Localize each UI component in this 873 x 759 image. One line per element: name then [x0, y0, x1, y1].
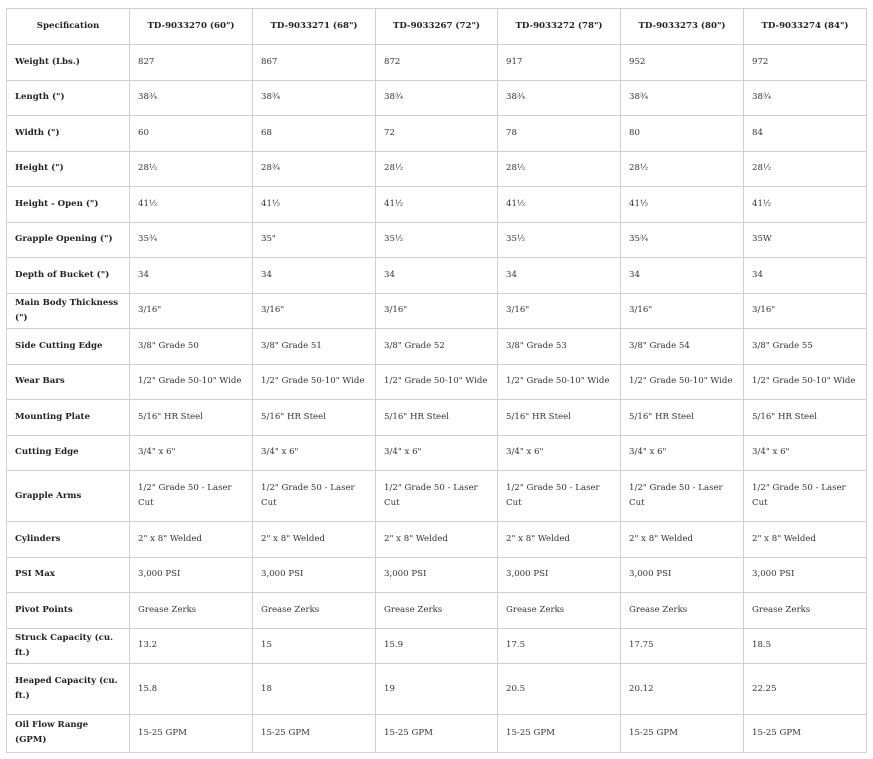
table-cell: 35½ [376, 222, 498, 258]
table-cell: 28¾ [253, 151, 376, 187]
table-cell: 3/4" x 6" [744, 435, 867, 471]
table-cell: 1/2" Grade 50-10" Wide [376, 364, 498, 400]
table-cell: 3,000 PSI [498, 557, 621, 593]
table-cell: 827 [130, 45, 253, 81]
table-row [7, 80, 867, 116]
table-cell: 3/4" x 6" [498, 435, 621, 471]
row-label: Weight (Lbs.) [7, 45, 130, 81]
column-header-model: TD-9033267 (72") [376, 9, 498, 45]
table-row [7, 222, 867, 258]
row-label: Grapple Arms [7, 471, 130, 522]
table-cell: 35¾ [130, 222, 253, 258]
table-cell: 5/16" HR Steel [130, 400, 253, 436]
table-cell: 34 [744, 258, 867, 294]
table-cell: 972 [744, 45, 867, 81]
table-cell: 1/2" Grade 50-10" Wide [744, 364, 867, 400]
table-cell: 72 [376, 116, 498, 152]
table-cell: 5/16" HR Steel [621, 400, 744, 436]
table-cell: 18.5 [744, 628, 867, 664]
table-cell: 35W [744, 222, 867, 258]
table-cell: 38¾ [253, 80, 376, 116]
table-cell: 80 [621, 116, 744, 152]
table-cell: 3/16" [498, 293, 621, 329]
table-cell: 3/4" x 6" [130, 435, 253, 471]
table-row [7, 471, 867, 522]
table-cell: 952 [621, 45, 744, 81]
table-cell: 2" x 8" Welded [376, 522, 498, 558]
table-cell: 1/2" Grade 50-10" Wide [498, 364, 621, 400]
table-cell: 1/2" Grade 50 - Laser Cut [130, 471, 253, 522]
table-cell: 3/8" Grade 53 [498, 329, 621, 365]
table-cell: 15-25 GPM [376, 715, 498, 753]
column-header-model: TD-9033270 (60") [130, 9, 253, 45]
table-cell: 68 [253, 116, 376, 152]
table-cell: 872 [376, 45, 498, 81]
table-cell: Grease Zerks [498, 593, 621, 629]
table-cell: 15-25 GPM [744, 715, 867, 753]
table-cell: 41½ [376, 187, 498, 223]
table-cell: 5/16" HR Steel [498, 400, 621, 436]
table-cell: 19 [376, 664, 498, 715]
row-label: Wear Bars [7, 364, 130, 400]
table-row [7, 151, 867, 187]
row-label: Cutting Edge [7, 435, 130, 471]
table-cell: 917 [498, 45, 621, 81]
table-cell: 1/2" Grade 50 - Laser Cut [253, 471, 376, 522]
table-cell: 1/2" Grade 50-10" Wide [130, 364, 253, 400]
row-label: Height - Open (") [7, 187, 130, 223]
table-cell: 20.12 [621, 664, 744, 715]
table-cell: 1/2" Grade 50-10" Wide [621, 364, 744, 400]
table-cell: 28½ [130, 151, 253, 187]
table-cell: 34 [253, 258, 376, 294]
column-header-model: TD-9033271 (68") [253, 9, 376, 45]
table-cell: 3/16" [130, 293, 253, 329]
table-cell: 3,000 PSI [744, 557, 867, 593]
table-cell: 1/2" Grade 50 - Laser Cut [744, 471, 867, 522]
table-cell: 41½ [253, 187, 376, 223]
table-cell: 38¾ [498, 80, 621, 116]
table-cell: 867 [253, 45, 376, 81]
table-header-row [7, 9, 867, 45]
table-cell: 60 [130, 116, 253, 152]
table-cell: 28½ [744, 151, 867, 187]
row-label: Length (") [7, 80, 130, 116]
table-cell: 20.5 [498, 664, 621, 715]
table-cell: 28½ [621, 151, 744, 187]
table-row [7, 258, 867, 294]
table-cell: 3/16" [621, 293, 744, 329]
table-cell: 2" x 8" Welded [130, 522, 253, 558]
table-cell: Grease Zerks [376, 593, 498, 629]
row-label: Grapple Opening (") [7, 222, 130, 258]
table-cell: 17.75 [621, 628, 744, 664]
table-cell: 28½ [376, 151, 498, 187]
table-cell: 3,000 PSI [621, 557, 744, 593]
table-cell: 5/16" HR Steel [744, 400, 867, 436]
table-cell: 5/16" HR Steel [253, 400, 376, 436]
table-cell: 3/4" x 6" [253, 435, 376, 471]
table-cell: 1/2" Grade 50 - Laser Cut [498, 471, 621, 522]
row-label: Depth of Bucket (") [7, 258, 130, 294]
table-row [7, 435, 867, 471]
table-cell: 78 [498, 116, 621, 152]
table-cell: 34 [376, 258, 498, 294]
table-cell: 3,000 PSI [253, 557, 376, 593]
table-cell: 38¾ [376, 80, 498, 116]
row-label: Mounting Plate [7, 400, 130, 436]
row-label: Side Cutting Edge [7, 329, 130, 365]
table-cell: 1/2" Grade 50 - Laser Cut [621, 471, 744, 522]
table-row [7, 715, 867, 753]
row-label: Oil Flow Range (GPM) [7, 715, 130, 753]
table-row [7, 593, 867, 629]
table-cell: 18 [253, 664, 376, 715]
table-cell: 28½ [498, 151, 621, 187]
table-row [7, 187, 867, 223]
row-label: Width (") [7, 116, 130, 152]
table-cell: 41½ [621, 187, 744, 223]
table-cell: 2" x 8" Welded [498, 522, 621, 558]
table-cell: 2" x 8" Welded [621, 522, 744, 558]
table-cell: 3/16" [744, 293, 867, 329]
table-cell: 38¾ [130, 80, 253, 116]
table-cell: 34 [130, 258, 253, 294]
table-cell: 15 [253, 628, 376, 664]
table-cell: 5/16" HR Steel [376, 400, 498, 436]
table-cell: Grease Zerks [621, 593, 744, 629]
table-cell: 13.2 [130, 628, 253, 664]
table-cell: 38¾ [621, 80, 744, 116]
table-cell: 2" x 8" Welded [253, 522, 376, 558]
row-label: Main Body Thickness (") [7, 293, 130, 329]
table-cell: 3/8" Grade 51 [253, 329, 376, 365]
table-cell: 1/2" Grade 50 - Laser Cut [376, 471, 498, 522]
table-cell: 35½ [498, 222, 621, 258]
table-cell: 17.5 [498, 628, 621, 664]
table-row [7, 364, 867, 400]
table-cell: 15.8 [130, 664, 253, 715]
table-cell: 3/16" [376, 293, 498, 329]
table-cell: 35" [253, 222, 376, 258]
table-cell: 3/4" x 6" [621, 435, 744, 471]
table-row [7, 45, 867, 81]
table-cell: 15.9 [376, 628, 498, 664]
specification-table [6, 8, 867, 753]
row-label: Pivot Points [7, 593, 130, 629]
spec-table-container [6, 8, 867, 753]
table-cell: 41½ [498, 187, 621, 223]
table-cell: 3/8" Grade 54 [621, 329, 744, 365]
table-row [7, 628, 867, 664]
table-cell: 3,000 PSI [376, 557, 498, 593]
table-cell: 34 [621, 258, 744, 294]
column-header-model: TD-9033274 (84") [744, 9, 867, 45]
table-row [7, 522, 867, 558]
table-cell: 35¾ [621, 222, 744, 258]
table-cell: 3/16" [253, 293, 376, 329]
table-row [7, 116, 867, 152]
table-cell: 41½ [744, 187, 867, 223]
table-cell: 3/8" Grade 50 [130, 329, 253, 365]
table-cell: Grease Zerks [130, 593, 253, 629]
table-cell: 84 [744, 116, 867, 152]
column-header-specification: Specification [7, 9, 130, 45]
table-cell: 15-25 GPM [253, 715, 376, 753]
table-cell: 3/4" x 6" [376, 435, 498, 471]
table-cell: 41½ [130, 187, 253, 223]
table-cell: 22.25 [744, 664, 867, 715]
row-label: PSI Max [7, 557, 130, 593]
table-cell: 2" x 8" Welded [744, 522, 867, 558]
table-cell: Grease Zerks [744, 593, 867, 629]
table-row [7, 329, 867, 365]
row-label: Cylinders [7, 522, 130, 558]
table-cell: 15-25 GPM [498, 715, 621, 753]
table-cell: 34 [498, 258, 621, 294]
table-cell: 15-25 GPM [621, 715, 744, 753]
row-label: Height (") [7, 151, 130, 187]
row-label: Struck Capacity (cu. ft.) [7, 628, 130, 664]
table-cell: 3,000 PSI [130, 557, 253, 593]
table-cell: 15-25 GPM [130, 715, 253, 753]
table-row [7, 664, 867, 715]
table-body [7, 45, 867, 753]
table-row [7, 557, 867, 593]
table-cell: 3/8" Grade 55 [744, 329, 867, 365]
table-cell: 38¾ [744, 80, 867, 116]
table-row [7, 293, 867, 329]
table-row [7, 400, 867, 436]
row-label: Heaped Capacity (cu. ft.) [7, 664, 130, 715]
table-cell: Grease Zerks [253, 593, 376, 629]
table-cell: 3/8" Grade 52 [376, 329, 498, 365]
column-header-model: TD-9033272 (78") [498, 9, 621, 45]
column-header-model: TD-9033273 (80") [621, 9, 744, 45]
table-cell: 1/2" Grade 50-10" Wide [253, 364, 376, 400]
